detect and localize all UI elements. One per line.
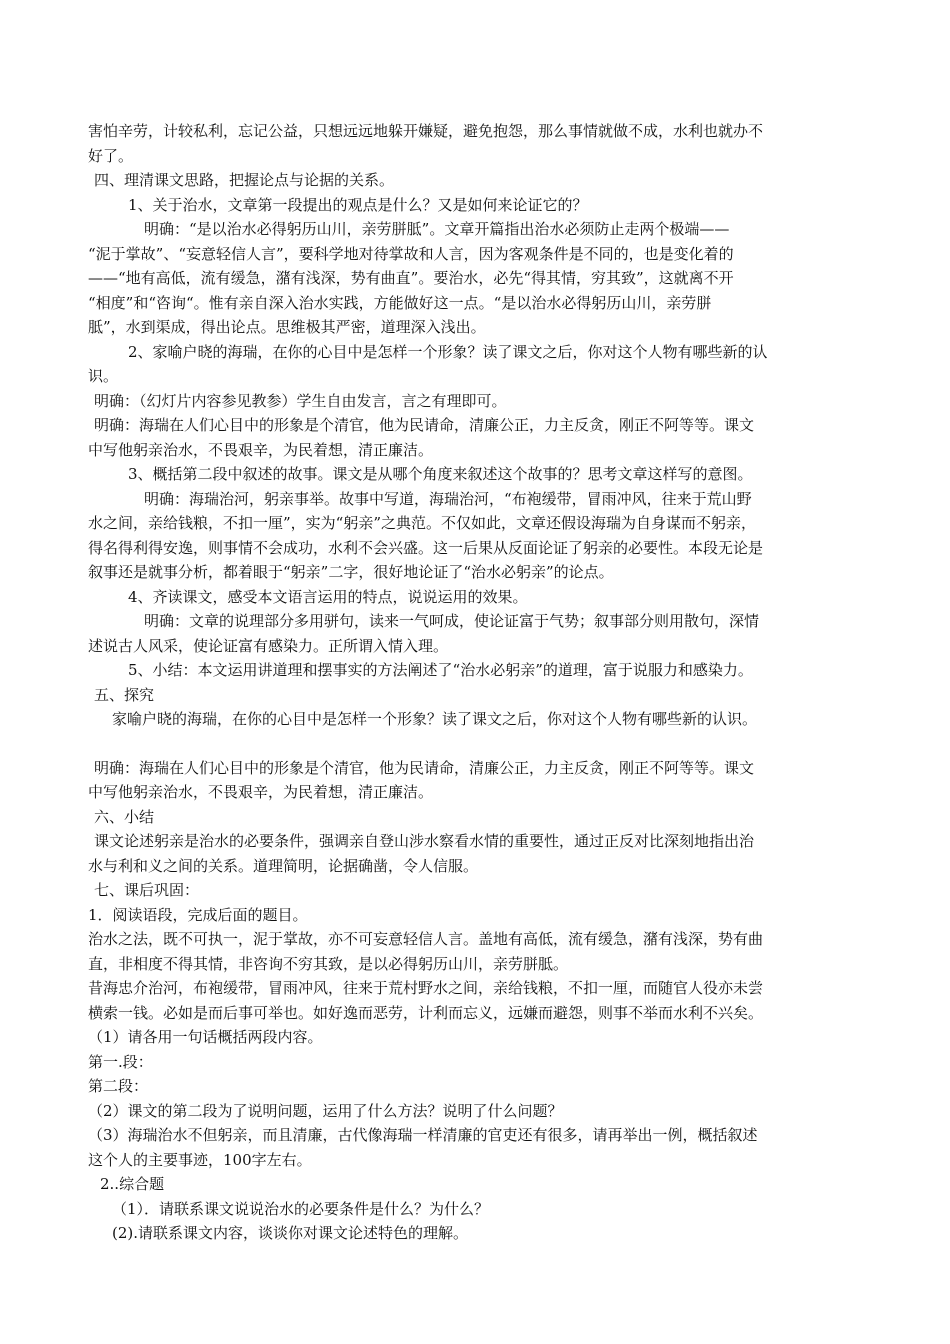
text-line: 害怕辛劳，计较私利，忘记公益，只想远远地躲开嫌疑，避免抱怨，那么事情就做不成，水利也就办不	[88, 122, 764, 140]
text-line: (2).请联系课文内容，谈谈你对课文论述特色的理解。	[112, 1224, 469, 1242]
text-line: 好了。	[88, 146, 134, 165]
text-line: 第二段：	[88, 1077, 149, 1095]
text-line: ——“地有高低，流有缓急，潴有浅深，势有曲直”。要治水，必先“得其情，穷其致”，这就离不开	[88, 269, 734, 287]
text-line: 4、齐读课文，感受本文语言运用的特点，说说运用的效果。	[128, 587, 528, 606]
text-line: 胝”，水到渠成，得出论点。思维极其严密，道理深入浅出。	[88, 318, 486, 336]
text-line: 家喻户晓的海瑞，在你的心目中是怎样一个形象？读了课文之后，你对这个人物有哪些新的认识。	[112, 710, 758, 728]
text-line: 直，非相度不得其情，非咨询不穷其致，是以必得躬历山川，亲劳胼胝。	[88, 954, 569, 973]
text-line: 明确：文章的说理部分多用骈句，读来一气呵成，使论证富于气势；叙事部分则用散句，深情	[144, 612, 760, 630]
text-line: 3、概括第二段中叙述的故事。课文是从哪个角度来叙述这个故事的？思考文章这样写的意图。	[128, 465, 753, 483]
text-line: 课文论述躬亲是治水的必要条件，强调亲自登山涉水察看水情的重要性，通过正反对比深刻地指出治	[94, 832, 755, 850]
text-line: 六、小结	[94, 807, 155, 826]
text-line: 四、理清课文思路，把握论点与论据的关系。	[94, 171, 395, 189]
text-line: 2、家喻户晓的海瑞，在你的心目中是怎样一个形象？读了课文之后，你对这个人物有哪些新的认	[128, 342, 768, 361]
text-line: 明确：海瑞治河，躬亲事举。故事中写道，海瑞治河，“布袍缓带，冒雨冲风，往来于荒山野	[144, 489, 752, 508]
text-line: 识。	[88, 367, 119, 385]
text-line: 1、关于治水，文章第一段提出的观点是什么？又是如何来论证它的？	[128, 195, 588, 214]
text-line: “泥于掌故”、“妄意轻信人言”，要科学地对待掌故和人言，因为客观条件是不同的，也是变化着的	[88, 244, 734, 263]
text-line: 中写他躬亲治水，不畏艰辛，为民着想，清正廉洁。	[88, 783, 434, 801]
text-line: 治水之法，既不可执一，泥于掌故，亦不可妄意轻信人言。盖地有高低，流有缓急，潴有浅深，势有曲	[88, 930, 764, 948]
document-body	[88, 119, 858, 1246]
text-line: 第一.段：	[88, 1052, 153, 1071]
text-line: （1）请各用一句话概括两段内容。	[88, 1028, 323, 1046]
text-line: 述说古人风采，使论证富有感染力。正所谓入情入理。	[88, 636, 449, 655]
text-line: 中写他躬亲治水，不畏艰辛，为民着想，清正廉洁。	[88, 440, 434, 459]
text-line: 昔海忠介治河，布袍缓带，冒雨冲风，往来于荒村野水之间，亲给钱粮，不扣一厘，而随官人役亦未尝	[88, 979, 764, 997]
text-line: 2..综合题	[100, 1175, 165, 1193]
text-line: “相度”和“咨询“。惟有亲自深入治水实践，方能做好这一点。“是以治水必得躬历山川，亲劳胼	[88, 293, 712, 312]
text-line: （1）．请联系课文说说治水的必要条件是什么？为什么？	[112, 1199, 490, 1218]
text-line: 水之间，亲给钱粮，不扣一厘”，实为“躬亲”之典范。不仅如此，文章还假设海瑞为自身谋而不躬亲，	[88, 514, 757, 532]
text-line: 叙事还是就事分析，都着眼于“躬亲”二字，很好地论证了“治水必躬亲”的论点。	[88, 563, 614, 581]
text-line: （3）海瑞治水不但躬亲，而且清廉，古代像海瑞一样清廉的官吏还有很多，请再举出一例，概括叙述	[88, 1126, 758, 1144]
text-line: 五、探究	[94, 685, 155, 704]
text-line: 横索一钱。必如是而后事可举也。如好逸而恶劳，计利而忘义，远嫌而避怨，则事不举而水利不兴矣。	[88, 1003, 764, 1022]
text-line: 1．阅读语段，完成后面的题目。	[88, 905, 308, 924]
text-line: 水与利和义之间的关系。道理简明，论据确凿，令人信服。	[88, 856, 479, 875]
text-line: 七、课后巩固：	[94, 881, 200, 899]
text-line: （2）课文的第二段为了说明问题，运用了什么方法？说明了什么问题？	[88, 1101, 563, 1120]
text-line: 明确：“是以治水必得躬历山川，亲劳胼胝”。文章开篇指出治水必须防止走两个极端——	[144, 220, 730, 238]
text-line: 明确：海瑞在人们心目中的形象是个清官，他为民请命，清廉公正，力主反贪，刚正不阿等等。课文	[94, 758, 755, 777]
text-line: 5、小结：本文运用讲道理和摆事实的方法阐述了“治水必躬亲”的道理，富于说服力和感染力。	[128, 661, 753, 679]
text-line	[88, 732, 858, 756]
text-line: 明确：（幻灯片内容参见教参）学生自由发言，言之有理即可。	[94, 391, 507, 410]
text-line: 得名得利得安逸，则事情不会成功，水利不会兴盛。这一后果从反面论证了躬亲的必要性。本段无论是	[88, 538, 764, 557]
text-line: 这个人的主要事迹，100字左右。	[88, 1150, 312, 1169]
text-line: 明确：海瑞在人们心目中的形象是个清官，他为民请命，清廉公正，力主反贪，刚正不阿等等。课文	[94, 416, 755, 434]
